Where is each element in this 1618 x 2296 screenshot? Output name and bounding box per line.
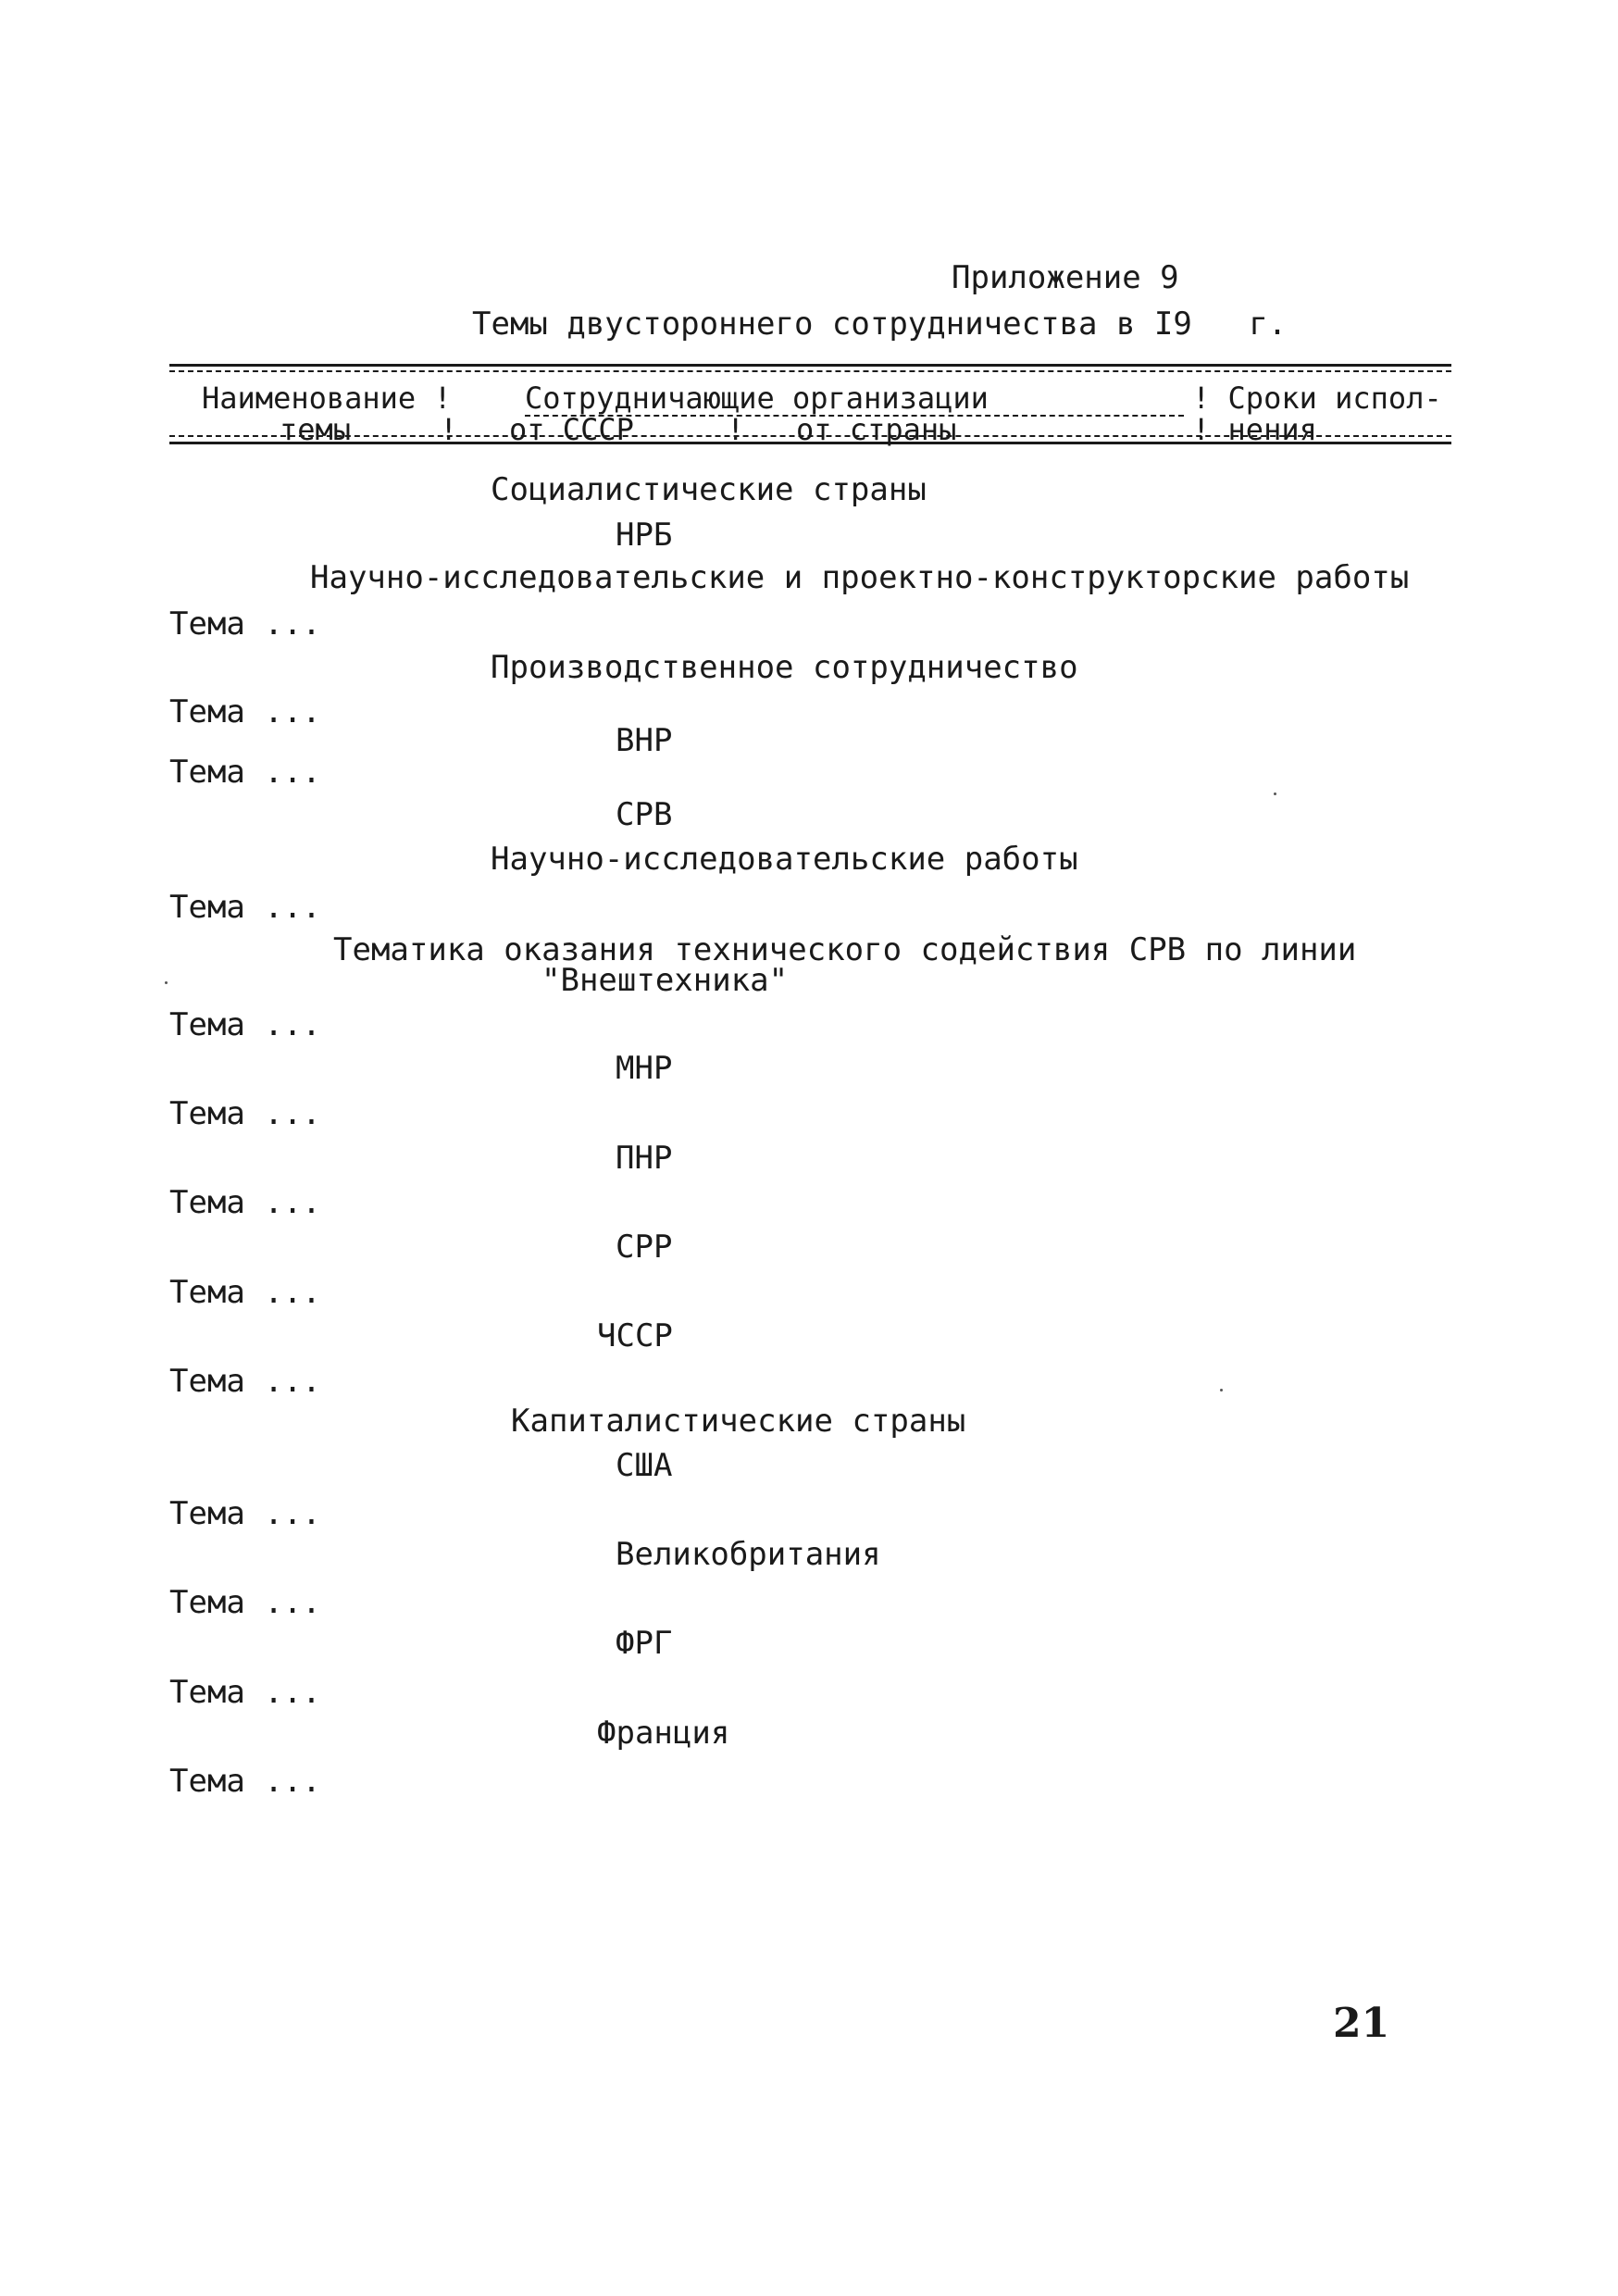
theme-item: Тема ... — [169, 1006, 321, 1043]
col-name-header-2: темы — [280, 412, 352, 447]
section-capitalist: Капиталистические страны — [511, 1403, 966, 1440]
col-terms-header-2: ! нения — [1192, 412, 1317, 447]
header-bottom-rule — [169, 442, 1451, 444]
theme-item: Тема ... — [169, 889, 321, 926]
theme-item: Тема ... — [169, 1184, 321, 1221]
theme-item: Тема ... — [169, 1095, 321, 1132]
header-bottom-dashed — [169, 435, 1451, 437]
col-name-header: Наименование ! — [202, 381, 452, 416]
scan-speck — [1220, 1389, 1223, 1391]
country-frg: ФРГ — [616, 1625, 673, 1662]
subsection-tech-aid-2: "Внештехника" — [541, 962, 789, 999]
country-vnr: ВНР — [616, 722, 673, 759]
theme-item: Тема ... — [169, 1363, 321, 1400]
subsection-production: Производственное сотрудничество — [491, 649, 1078, 686]
appendix-label: Приложение 9 — [952, 259, 1179, 296]
country-france: Франция — [597, 1715, 730, 1752]
country-mnr: МНР — [616, 1050, 673, 1087]
country-uk: Великобритания — [616, 1536, 881, 1573]
subsection-tech-aid: Тематика оказания технического содействия СРВ по линии — [333, 931, 1357, 968]
country-usa: США — [616, 1447, 673, 1484]
scan-speck — [1274, 792, 1276, 795]
col-orgs-header: Сотрудничающие организации — [525, 383, 1184, 417]
subsection-nir-okr: Научно-исследовательские и проектно-конструкторские работы — [310, 559, 1410, 596]
table-top-rule — [169, 364, 1451, 367]
theme-item: Тема ... — [169, 693, 321, 730]
theme-item: Тема ... — [169, 1274, 321, 1311]
country-srv: СРВ — [616, 796, 673, 833]
page-number: 21 — [1333, 2000, 1390, 2047]
table-top-rule-dashed — [169, 370, 1451, 372]
theme-item: Тема ... — [169, 1763, 321, 1800]
page-title: Темы двустороннего сотрудничества в I9 г. — [472, 306, 1288, 343]
subsection-nir: Научно-исследовательские работы — [491, 841, 1078, 878]
theme-item: Тема ... — [169, 1674, 321, 1711]
header-separator-2: ! — [727, 412, 745, 447]
theme-item: Тема ... — [169, 1495, 321, 1532]
header-separator: ! — [440, 412, 458, 447]
col-country-header: от страны — [796, 412, 957, 447]
theme-item: Тема ... — [169, 605, 321, 643]
col-ussr-header: от СССР — [509, 412, 634, 447]
country-pnr: ПНР — [616, 1140, 673, 1177]
theme-item: Тема ... — [169, 1584, 321, 1621]
country-srr: СРР — [616, 1229, 673, 1266]
country-chssr: ЧССР — [597, 1317, 673, 1354]
section-socialist: Социалистические страны — [491, 471, 927, 508]
country-nrb: НРБ — [616, 517, 673, 554]
theme-item: Тема ... — [169, 754, 321, 791]
scan-speck — [165, 981, 168, 984]
col-terms-header: ! Сроки испол- — [1192, 381, 1442, 416]
